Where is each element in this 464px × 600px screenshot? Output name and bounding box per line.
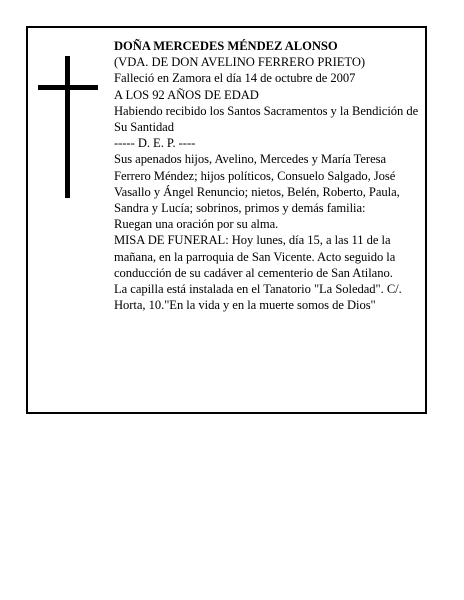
- chapel-paragraph: La capilla está instalada en el Tanatorio "La Soledad". C/. Horta, 10."En la vida y en la muerte somos de Dios": [114, 282, 402, 313]
- cross-vertical-bar: [65, 56, 70, 198]
- sacraments-paragraph: Habiendo recibido los Santos Sacramentos y la Bendición de Su Santidad: [114, 103, 419, 135]
- latin-cross-icon: [38, 56, 98, 198]
- death-date-line: Falleció en Zamora el día 14 de octubre de 2007: [114, 71, 356, 86]
- deceased-name: DOÑA MERCEDES MÉNDEZ ALONSO: [114, 39, 338, 53]
- age-line: A LOS 92 AÑOS DE EDAD: [114, 87, 259, 102]
- family-paragraph: Sus apenados hijos, Avelino, Mercedes y María Teresa Ferrero Méndez; hijos políticos, Consuelo Salgado, José Vasallo y Ángel Renuncio; nietos, Belén, Roberto, Paula, Sandra y Lucía; sobrinos, primos y demás familia:: [114, 152, 400, 216]
- rip-line: ----- D. E. P. ----: [114, 136, 196, 151]
- prayer-line: Ruegan una oración por su alma.: [114, 217, 279, 232]
- widow-of-line: (VDA. DE DON AVELINO FERRERO PRIETO): [114, 55, 366, 70]
- obituary-text: [114, 38, 422, 313]
- cross-horizontal-bar: [38, 85, 98, 90]
- funeral-paragraph: MISA DE FUNERAL: Hoy lunes, día 15, a las 11 de la mañana, en la parroquia de San Vicente. Acto seguido la conducción de su cadáver al cementerio de San Atilano.: [114, 233, 396, 280]
